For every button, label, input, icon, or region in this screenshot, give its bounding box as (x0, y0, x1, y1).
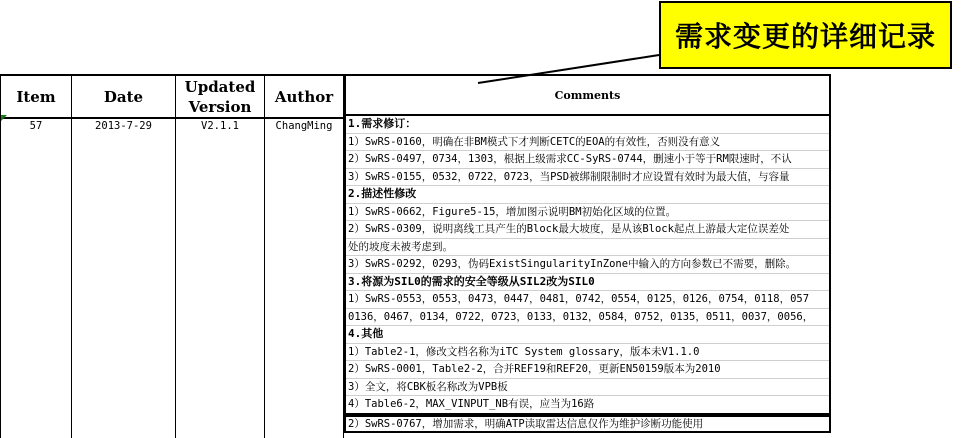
date-column (72, 76, 176, 438)
item-header: Item (1, 76, 71, 119)
comment-line: 1）SwRS-0160，明确在非BM模式下才判断CETC的EOA的有效性，否则没有意义 (346, 134, 829, 152)
comments-cell[interactable] (344, 74, 831, 415)
item-cell[interactable]: 57 (29, 120, 43, 132)
comment-line: 处的坡度未被考虑到。 (346, 239, 829, 257)
comment-line: 1）Table2-1，修改文档名称为iTC System glossary，版本未V1.1.0 (346, 344, 829, 362)
comment-line: 0136，0467，0134，0722，0723，0133，0132，0584，0752，0135，0511，0037，0056， (346, 309, 829, 327)
comment-line: 1）SwRS-0662，Figure5-15，增加图示说明BM初始化区域的位置。 (346, 204, 829, 222)
comment-line: 2）SwRS-0309，说明离线工具产生的Block最大坡度，是从该Block起点上游最大定位误差处 (346, 221, 829, 239)
comment-section-heading: 1.需求修订： (346, 116, 829, 134)
comments-body (346, 116, 829, 415)
date-cell[interactable]: 2013-7-29 (95, 120, 152, 132)
version-cell[interactable]: V2.1.1 (201, 120, 239, 132)
date-header: Date (72, 76, 175, 119)
comments-header: Comments (346, 76, 829, 116)
comment-line: 1）SwRS-0553，0553，0473，0447，0481，0742，0554，0125，0126，0754，0118，057 (346, 291, 829, 309)
callout-text: 需求变更的详细记录 (674, 20, 936, 53)
author-header: Author (265, 76, 343, 119)
version-column (176, 76, 265, 438)
comment-line: 3）全文，将CBK板名称改为VPB板 (346, 379, 829, 397)
comment-section-heading: 3.将源为SIL0的需求的安全等级从SIL2改为SIL0 (346, 274, 829, 292)
comments-last-line[interactable]: 2）SwRS-0767，增加需求，明确ATP读取雷达信息仅作为维护诊断功能使用 (344, 415, 831, 433)
comment-section-heading: 2.描述性修改 (346, 186, 829, 204)
comment-line: 2）SwRS-0001，Table2-2，合并REF19和REF20，更新EN50159版本为2010 (346, 361, 829, 379)
item-column (0, 76, 72, 438)
author-column (265, 76, 344, 438)
version-header: Updated Version (176, 76, 264, 119)
comment-line: 2）SwRS-0497，0734，1303，根据上级需求CC-SyRS-0744，删速小于等于RM限速时，不认 (346, 151, 829, 169)
comment-line: 3）SwRS-0292，0293，伪码ExistSingularityInZone中输入的方向参数已不需要，删除。 (346, 256, 829, 274)
comment-line: 3）SwRS-0155，0532，0722，0723，当PSD被绑制限制时才应设置有效时为最大值，与容量 (346, 169, 829, 187)
comment-section-heading: 4.其他 (346, 326, 829, 344)
cell-comment-indicator (1, 115, 7, 121)
author-cell[interactable]: ChangMing (275, 120, 333, 132)
comment-line: 4）Table6-2，MAX_VINPUT_NB有误，应当为16路 (346, 396, 829, 414)
